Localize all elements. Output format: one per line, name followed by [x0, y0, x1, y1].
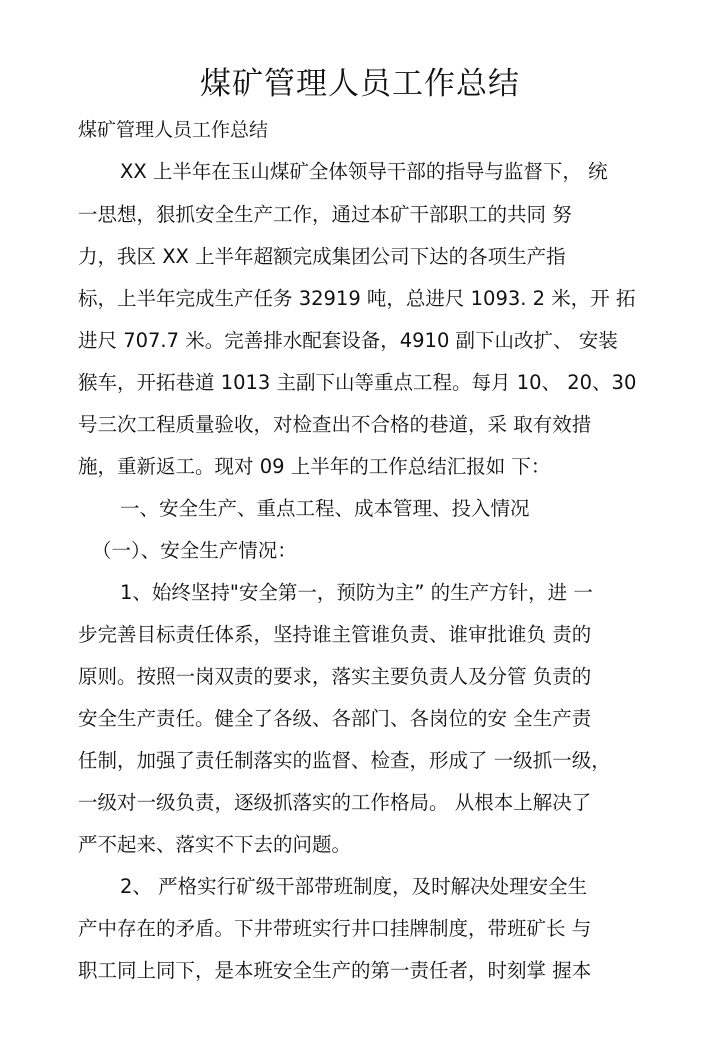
section-heading: 一、安全生产、重点工程、成本管理、投入情况 — [120, 497, 530, 520]
text-line: 职工同上同下，是本班安全生产的第一责任者，时刻掌 握本 — [78, 959, 592, 982]
text-line: 一思想，狠抓安全生产工作，通过本矿干部职工的共同 努 — [78, 203, 572, 226]
document-subtitle: 煤矿管理人员工作总结 — [78, 119, 269, 141]
text-line: 严不起来、落实不下去的问题。 — [78, 833, 352, 856]
text-line: 标，上半年完成生产任务 32919 吨，总进尺 1093. 2 米，开 拓 — [78, 287, 636, 310]
text-line: 1、始终坚持"安全第一，预防为主” 的生产方针，进 一 — [120, 581, 593, 604]
text-line: 安全生产责任。健全了各级、各部门、各岗位的安 全生产责 — [78, 707, 592, 730]
text-line: 一级对一级负责，逐级抓落实的工作格局。 从根本上解决了 — [78, 791, 592, 814]
text-line: 施，重新返工。现对 09 上半年的工作总结汇报如 下： — [78, 455, 551, 478]
text-line: 2、 严格实行矿级干部带班制度，及时解决处理安全生 — [120, 875, 588, 898]
text-line: 猴车，开拓巷道 1013 主副下山等重点工程。每月 10、 20、30 — [78, 371, 637, 394]
text-line: 进尺 707.7 米。完善排水配套设备，4910 副下山改扩、 安装 — [78, 329, 618, 352]
text-line: 力，我区 XX 上半年超额完成集团公司下达的各项生产指 — [78, 245, 566, 268]
document-title: 煤矿管理人员工作总结 — [200, 66, 520, 102]
text-line: 原则。按照一岗双责的要求，落实主要负责人及分管 负责的 — [78, 665, 592, 688]
text-line: 产中存在的矛盾。下井带班实行井口挂牌制度，带班矿长 与 — [78, 917, 592, 940]
text-line: XX 上半年在玉山煤矿全体领导干部的指导与监督下， 统 — [120, 160, 608, 183]
text-line: 号三次工程质量验收，对检查出不合格的巷道，采 取有效措 — [78, 413, 592, 436]
text-line: 任制，加强了责任制落实的监督、检查，形成了 一级抓一级， — [78, 749, 611, 772]
text-line: 步完善目标责任体系，坚持谁主管谁负责、谁审批谁负 责的 — [78, 623, 592, 646]
subsection-heading: （一）、安全生产情况： — [92, 539, 297, 562]
